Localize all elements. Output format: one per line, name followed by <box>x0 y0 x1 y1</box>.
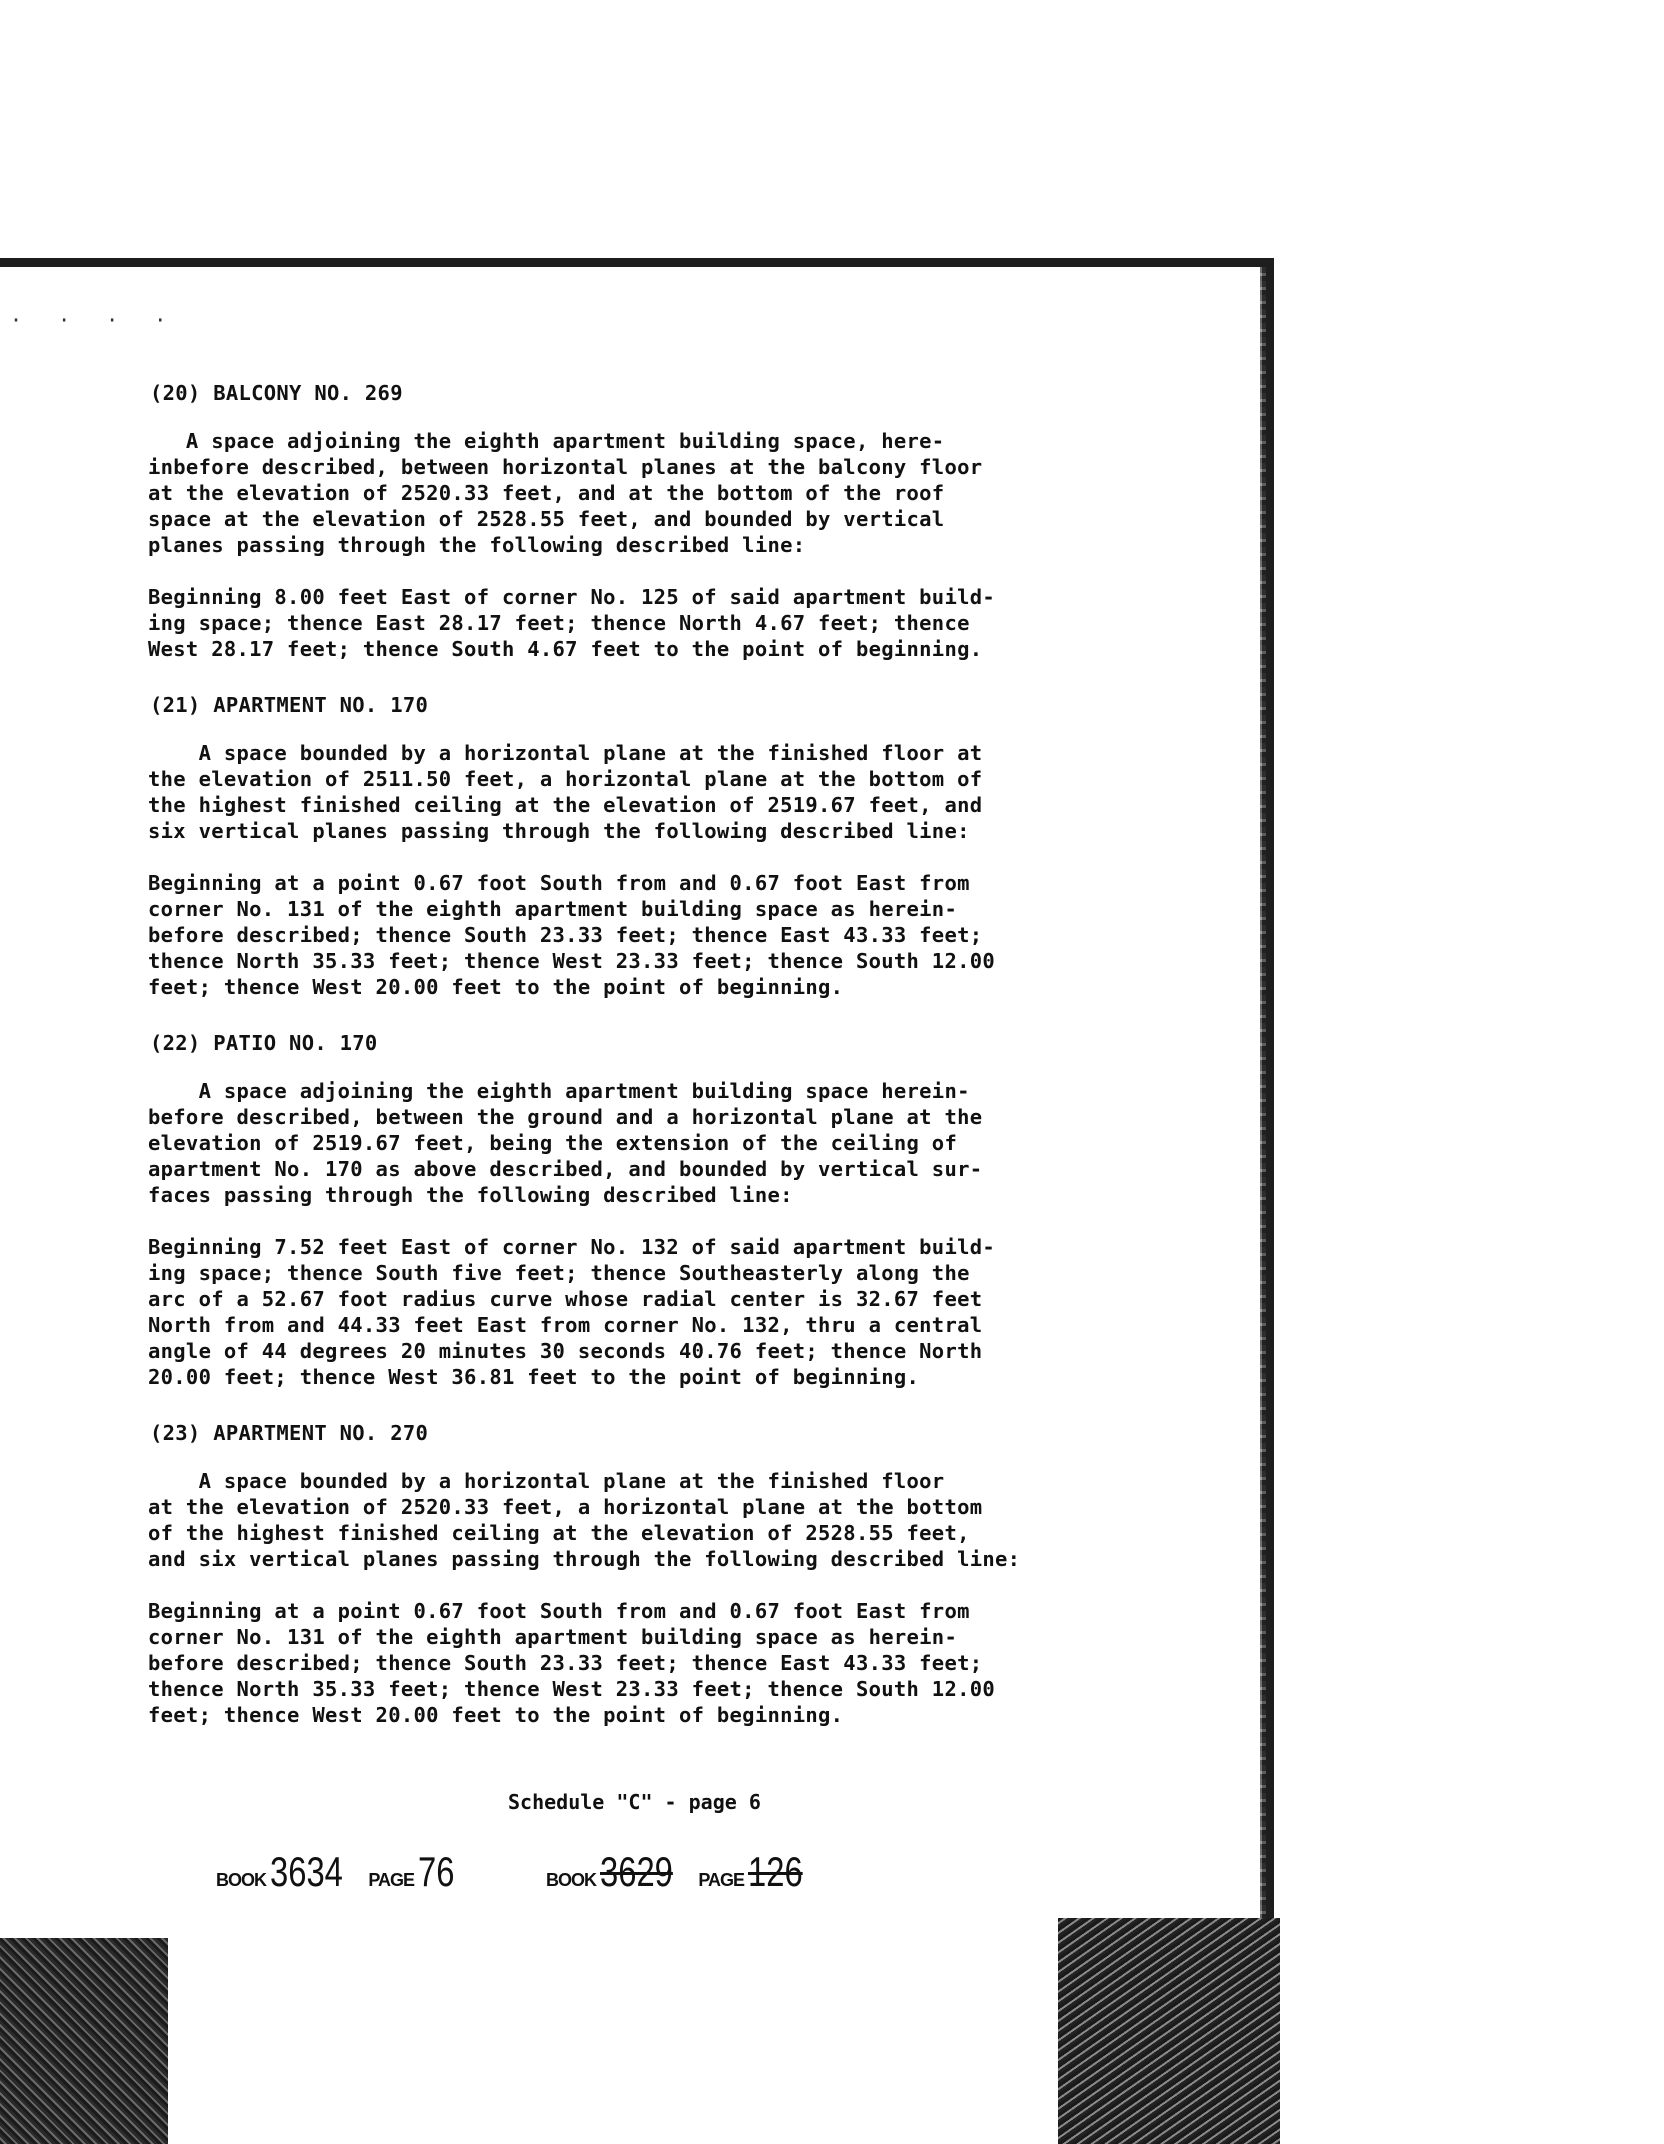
section-heading: (20) BALCONY NO. 269 <box>150 381 403 405</box>
book-label: BOOK <box>216 1870 266 1890</box>
scan-speckles: · · · · <box>10 308 179 332</box>
section-balcony-269 <box>148 380 1208 662</box>
book-page-stamp-current <box>216 1848 465 1896</box>
paragraph: Beginning at a point 0.67 foot South from and 0.67 foot East from corner No. 131 of the eighth apartment building space as herein- before described; thence South 23.33 feet; thence East 43.33 feet; thence North 35.33 feet; thence West 23.33 feet; thence South 12.00 feet; thence West 20.00 feet to the point of beginning. <box>148 1599 996 1727</box>
schedule-page-footer: Schedule "C" - page 6 <box>508 1790 761 1814</box>
paragraph: Beginning at a point 0.67 foot South from and 0.67 foot East from corner No. 131 of the eighth apartment building space as herein- before described; thence South 23.33 feet; thence East 43.33 feet; thence North 35.33 feet; thence West 23.33 feet; thence South 12.00 feet; thence West 20.00 feet to the point of beginning. <box>148 871 996 999</box>
document-body <box>148 380 1208 1758</box>
paragraph: Beginning 8.00 feet East of corner No. 125 of said apartment build- ing space; thence East 28.17 feet; thence North 4.67 feet; thence West 28.17 feet; thence South 4.67 feet to the point of beginning. <box>148 585 996 661</box>
section-patio-170 <box>148 1030 1208 1390</box>
paragraph: Beginning 7.52 feet East of corner No. 132 of said apartment build- ing space; thence South five feet; thence Southeasterly along the arc of a 52.67 foot radius curve whose radial center is 32.67 feet North from and 44.33 feet East from corner No. 132, thru a central angle of 44 degrees 20 minutes 30 seconds 40.76 feet; thence North 20.00 feet; thence West 36.81 feet to the point of beginning. <box>148 1235 996 1389</box>
scan-artifact-right <box>1058 1918 1280 2144</box>
scan-artifact-left <box>0 1938 168 2144</box>
page-label: PAGE <box>368 1870 415 1890</box>
book-page-stamp-struck <box>546 1848 819 1896</box>
paragraph: A space adjoining the eighth apartment building space herein- before described, between the ground and a horizontal plane at the elevation of 2519.67 feet, being the extension of the ceiling of apartment No. 170 as above described, and bounded by vertical sur- faces passing through the following described line: <box>148 1079 983 1207</box>
book-label: BOOK <box>546 1870 596 1890</box>
page-number: 76 <box>418 1848 455 1895</box>
paragraph: A space bounded by a horizontal plane at the finished floor at the elevation of 2520.33 feet, a horizontal plane at the bottom of the highest finished ceiling at the elevation of 2528.55 feet, and six vertical planes passing through the following described line: <box>148 1469 1021 1571</box>
section-heading: (23) APARTMENT NO. 270 <box>150 1421 429 1445</box>
book-number: 3634 <box>270 1848 344 1895</box>
page-label: PAGE <box>698 1870 745 1890</box>
book-number: 3629 <box>600 1848 674 1895</box>
paragraph: A space bounded by a horizontal plane at the finished floor at the elevation of 2511.50 feet, a horizontal plane at the bottom of the highest finished ceiling at the elevation of 2519.67 feet, and six vertical planes passing through the following described line: <box>148 741 983 843</box>
section-heading: (22) PATIO NO. 170 <box>150 1031 378 1055</box>
section-heading: (21) APARTMENT NO. 170 <box>150 693 429 717</box>
paragraph: A space adjoining the eighth apartment building space, here- inbefore described, between horizontal planes at the balcony floor at the elevation of 2520.33 feet, and at the bottom of the roof space at the elevation of 2528.55 feet, and bounded by vertical planes passing through the following described line: <box>148 429 983 557</box>
section-apartment-170 <box>148 692 1208 1000</box>
page-number: 126 <box>748 1848 804 1895</box>
section-apartment-270 <box>148 1420 1208 1728</box>
